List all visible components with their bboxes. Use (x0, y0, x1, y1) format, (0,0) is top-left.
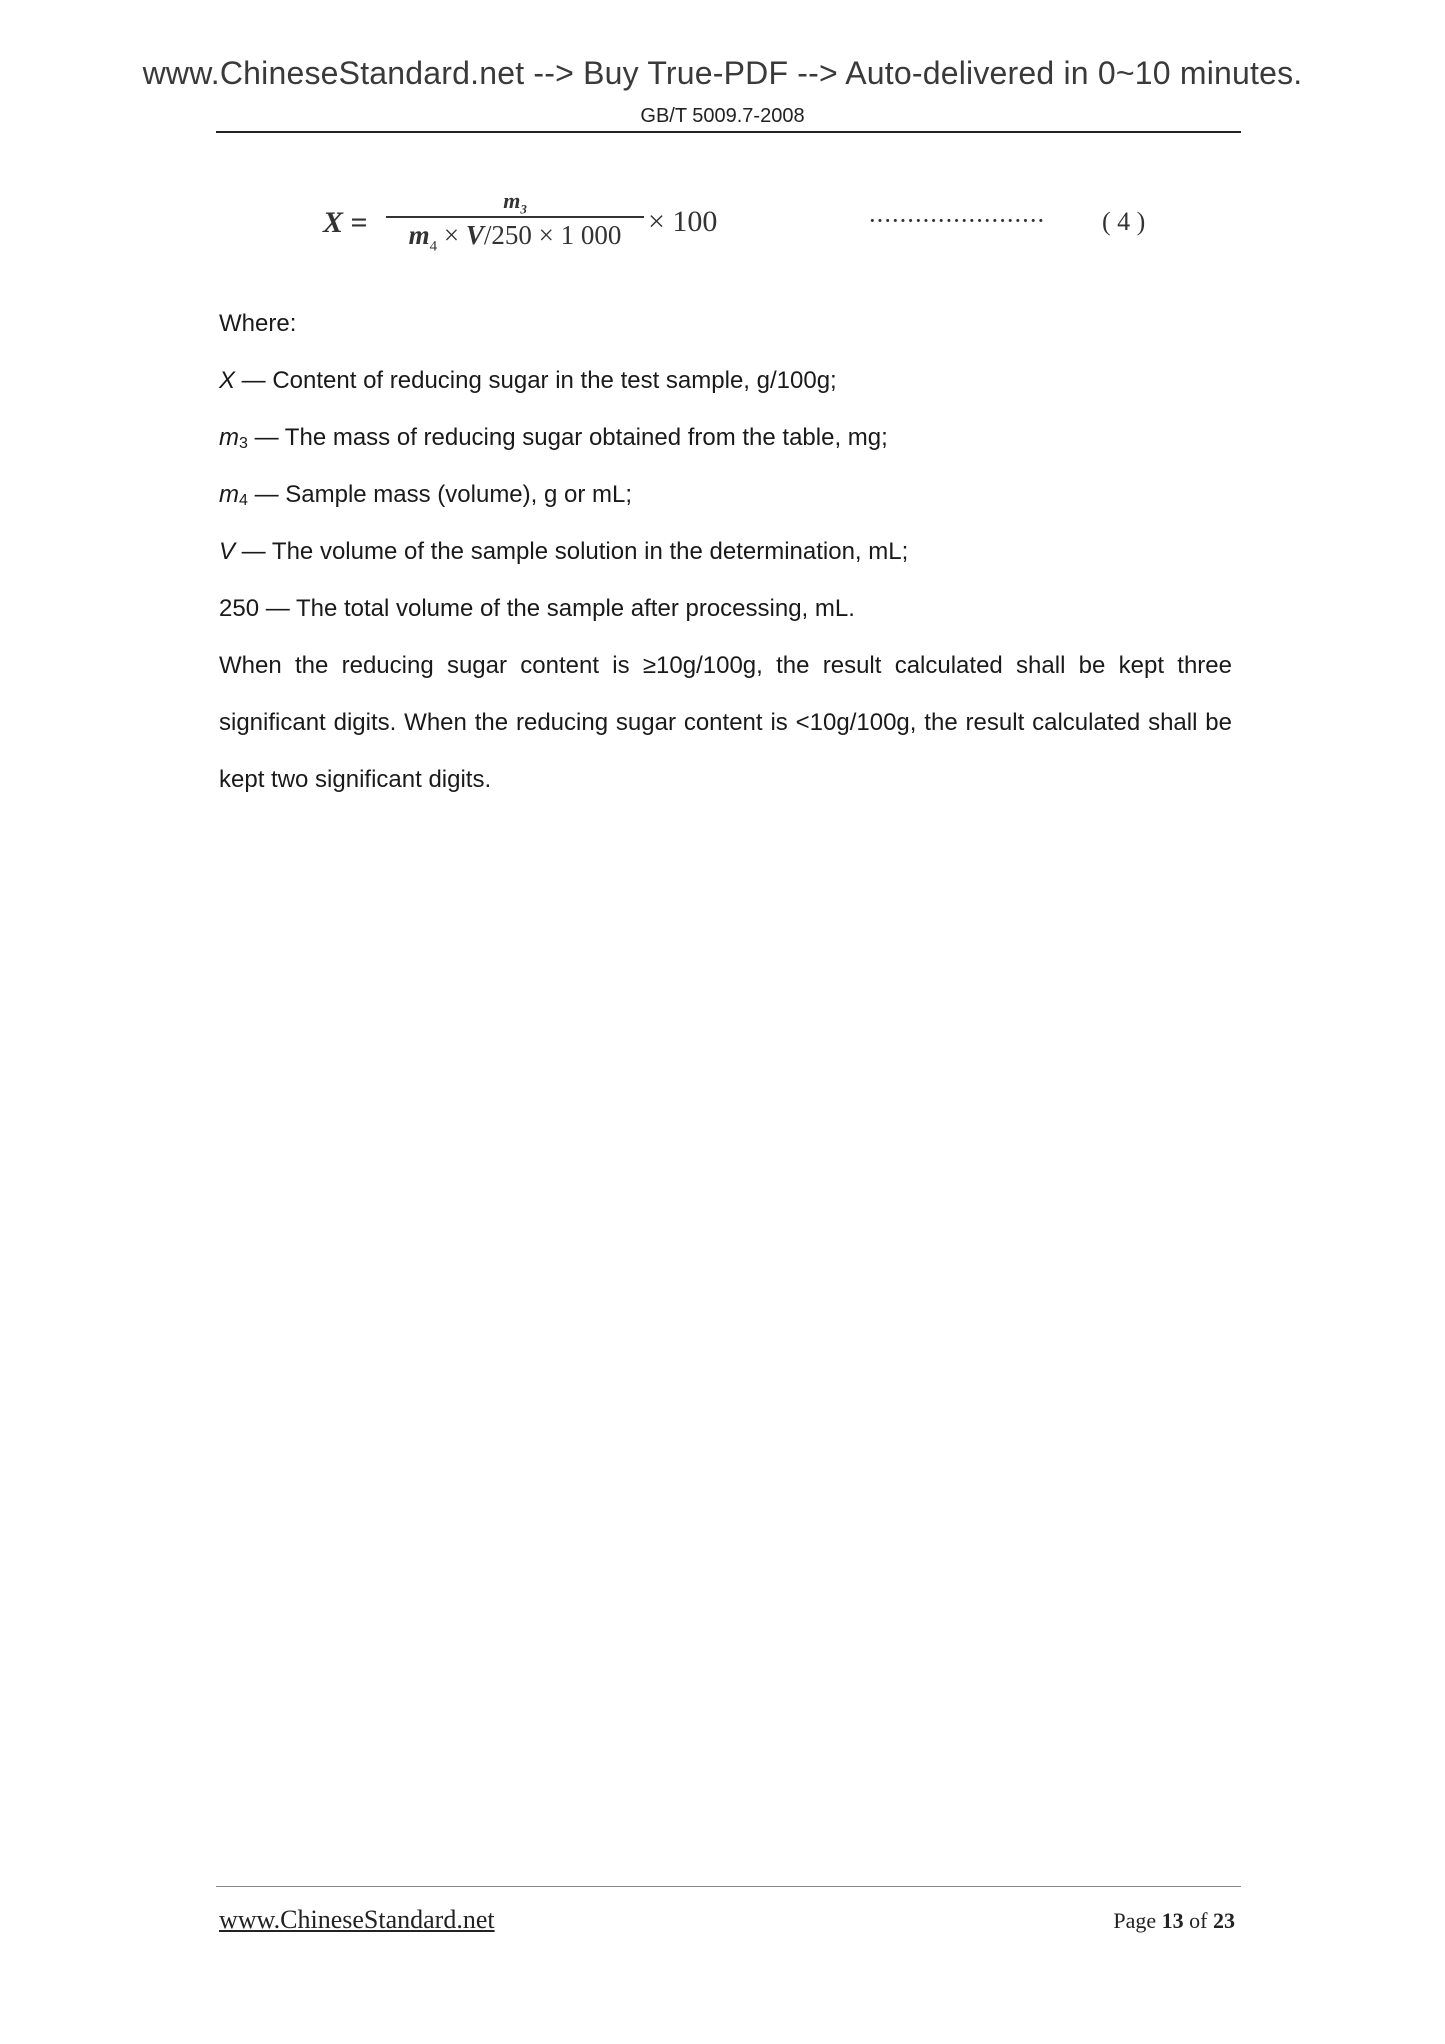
definition-subscript: 4 (239, 492, 248, 509)
header-divider (216, 131, 1241, 133)
page-word: Page (1113, 1908, 1157, 1933)
page-number (1113, 1908, 1235, 1934)
denominator-m: m (408, 220, 430, 250)
denominator-rest: /250 × 1 000 (483, 220, 622, 250)
definition-m3 (219, 409, 1232, 466)
formula-multiplier: × 100 (648, 205, 718, 238)
denominator-v: V (465, 220, 484, 250)
formula-lhs (323, 206, 368, 240)
formula-4 (320, 180, 1180, 270)
definition-symbol: 250 (219, 595, 260, 622)
definition-text: — The total volume of the sample after processing, mL. (259, 595, 855, 622)
page-total: 23 (1213, 1908, 1235, 1933)
formula-equals: = (350, 206, 368, 239)
denominator-m-subscript: 4 (429, 238, 438, 255)
formula-lhs-symbol: X (323, 206, 344, 239)
definition-m4 (219, 466, 1232, 523)
document-body (219, 295, 1232, 808)
definition-v (219, 523, 1232, 580)
formula-numerator (386, 188, 644, 216)
fraction-bar (386, 216, 644, 218)
formula-leader-dots: ······················· (868, 206, 1045, 235)
formula-number: ( 4 ) (1102, 207, 1146, 236)
page-of: of (1189, 1908, 1208, 1933)
significant-digits-note: When the reducing sugar content is ≥10g/100g, the result calculated shall be kept three significant digits. When the reducing sugar content is <10g/100g, the result calculated shall be kept two significant digits. (219, 652, 1232, 793)
formula-denominator (386, 220, 644, 255)
definition-x (219, 352, 1232, 409)
definition-text: — Sample mass (volume), g or mL; (247, 481, 633, 508)
numerator-symbol: m (503, 188, 521, 213)
page-current: 13 (1161, 1908, 1184, 1933)
footer-site-link[interactable]: www.ChineseStandard.net (219, 1905, 495, 1934)
definition-symbol: m (219, 481, 239, 508)
top-banner-link[interactable]: www.ChineseStandard.net --> Buy True-PDF --> Auto-delivered in 0~10 minutes. (142, 55, 1303, 91)
numerator-subscript: 3 (520, 201, 527, 217)
definition-symbol: V (219, 538, 236, 565)
definition-symbol: X (219, 367, 236, 394)
definition-text: — The volume of the sample solution in the determination, mL; (235, 538, 909, 565)
standard-code: GB/T 5009.7-2008 (640, 105, 805, 127)
denominator-times: × (437, 220, 466, 250)
definition-subscript: 3 (239, 435, 248, 452)
footer-divider (216, 1886, 1241, 1887)
formula-fraction (386, 188, 644, 255)
definition-symbol: m (219, 424, 239, 451)
definition-250 (219, 580, 1232, 637)
where-label: Where: (219, 310, 297, 337)
definition-text: — The mass of reducing sugar obtained from the table, mg; (247, 424, 888, 451)
definition-text: — Content of reducing sugar in the test sample, g/100g; (235, 367, 837, 394)
